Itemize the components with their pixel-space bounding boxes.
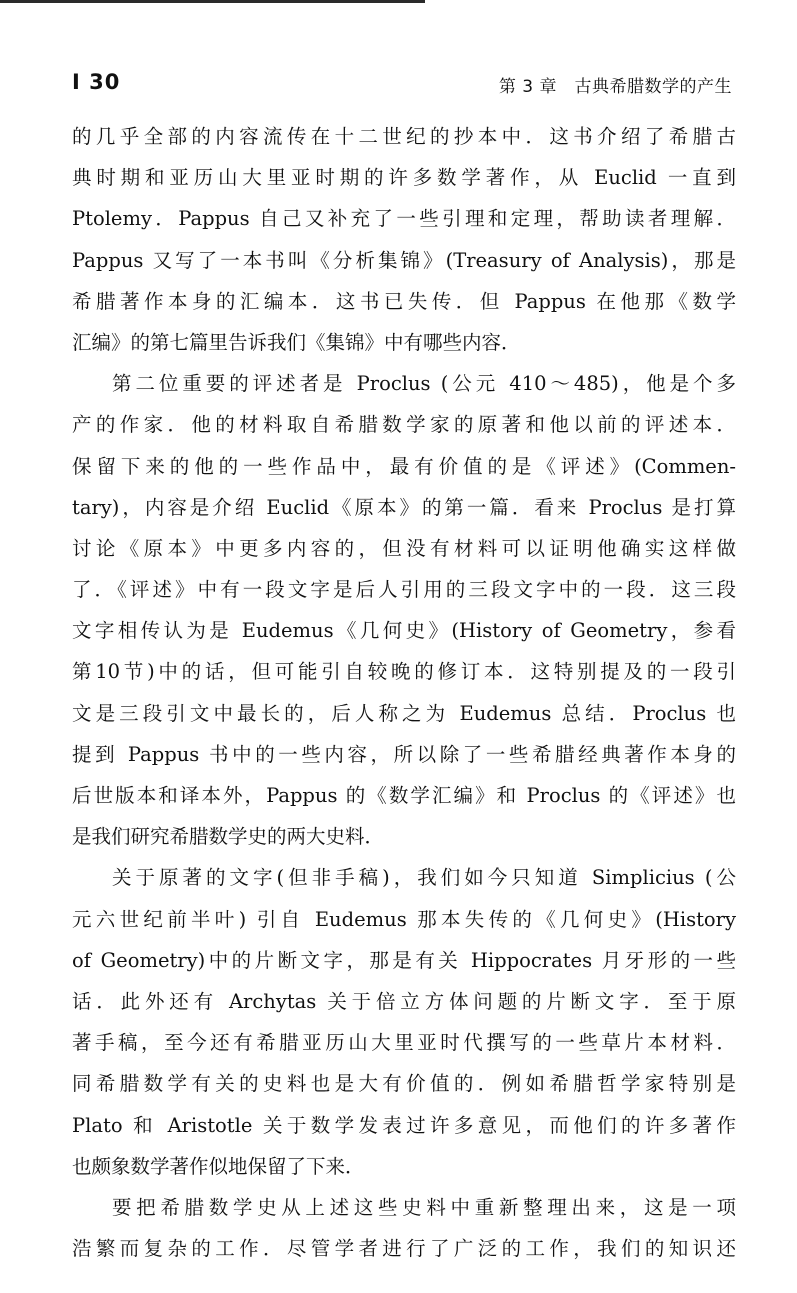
text-line: Ptolemy．Pappus 自己又补充了一些引理和定理，帮助读者理解． [72,207,736,231]
text-line: tary)，内容是介绍 Euclid《原本》的第一篇．看来 Proclus 是打算 [72,495,736,519]
text-line: 关于原著的文字(但非手稿)，我们如今只知道 Simplicius (公 [112,866,736,890]
text-line: 了．《评述》中有一段文字是后人引用的三段文字中的一段．这三段 [72,578,736,602]
text-line: 第10节)中的话，但可能引自较晚的修订本．这特别提及的一段引 [72,660,736,684]
text-line: 也颇象数学著作似地保留了下来． [72,1154,365,1178]
text-line: 希腊著作本身的汇编本．这书已失传．但 Pappus 在他那《数学 [72,289,736,313]
top-rule [0,0,425,3]
text-line: 是我们研究希腊数学史的两大史料． [72,825,385,849]
text-line: Pappus 又写了一本书叫《分析集锦》(Treasury of Analysis)，那是 [72,248,736,272]
text-line: 后世版本和译本外，Pappus 的《数学汇编》和 Proclus 的《评述》也 [72,784,736,807]
text-line: 提到 Pappus 书中的一些内容，所以除了一些希腊经典著作本身的 [72,742,736,766]
text-line: 汇编》的第七篇里告诉我们《集锦》中有哪些内容． [72,330,521,354]
text-line: of Geometry)中的片断文字，那是有关 Hippocrates 月牙形的一些 [72,948,736,972]
body-text [72,116,736,1269]
text-line: 保留下来的他的一些作品中，最有价值的是《评述》(Commen- [72,454,736,478]
running-head [72,70,732,102]
text-line: 同希腊数学有关的史料也是大有价值的．例如希腊哲学家特别是 [72,1072,736,1096]
text-line: 著手稿，至今还有希腊亚历山大里亚时代撰写的一些草片本材料． [72,1031,736,1055]
text-line: 文字相传认为是 Eudemus《几何史》(History of Geometry，参看 [72,619,736,643]
text-line: Plato 和 Aristotle 关于数学发表过许多意见，而他们的许多著作 [72,1113,736,1137]
text-line: 的几乎全部的内容流传在十二世纪的抄本中．这书介绍了希腊古 [72,125,736,148]
text-line: 产的作家．他的材料取自希腊数学家的原著和他以前的评述本． [72,413,736,437]
text-line: 讨论《原本》中更多内容的，但没有材料可以证明他确实这样做 [72,536,736,560]
text-line: 元六世纪前半叶) 引自 Eudemus 那本失传的《几何史》(History [72,907,736,931]
page-number: I 30 [72,70,121,94]
text-line: 浩繁而复杂的工作．尽管学者进行了广泛的工作，我们的知识还 [72,1237,736,1261]
text-line: 典时期和亚历山大里亚时期的许多数学著作，从 Euclid 一直到 [72,166,736,190]
chapter-title: 第 3 章 古典希腊数学的产生 [498,77,732,97]
text-line: 要把希腊数学史从上述这些史料中重新整理出来，这是一项 [112,1195,736,1219]
text-line: 第二位重要的评述者是 Proclus (公元 410～485)，他是个多 [112,372,736,396]
text-line: 文是三段引文中最长的，后人称之为 Eudemus 总结．Proclus 也 [72,701,736,725]
text-line: 话．此外还有 Archytas 关于倍立方体问题的片断文字．至于原 [72,989,736,1013]
